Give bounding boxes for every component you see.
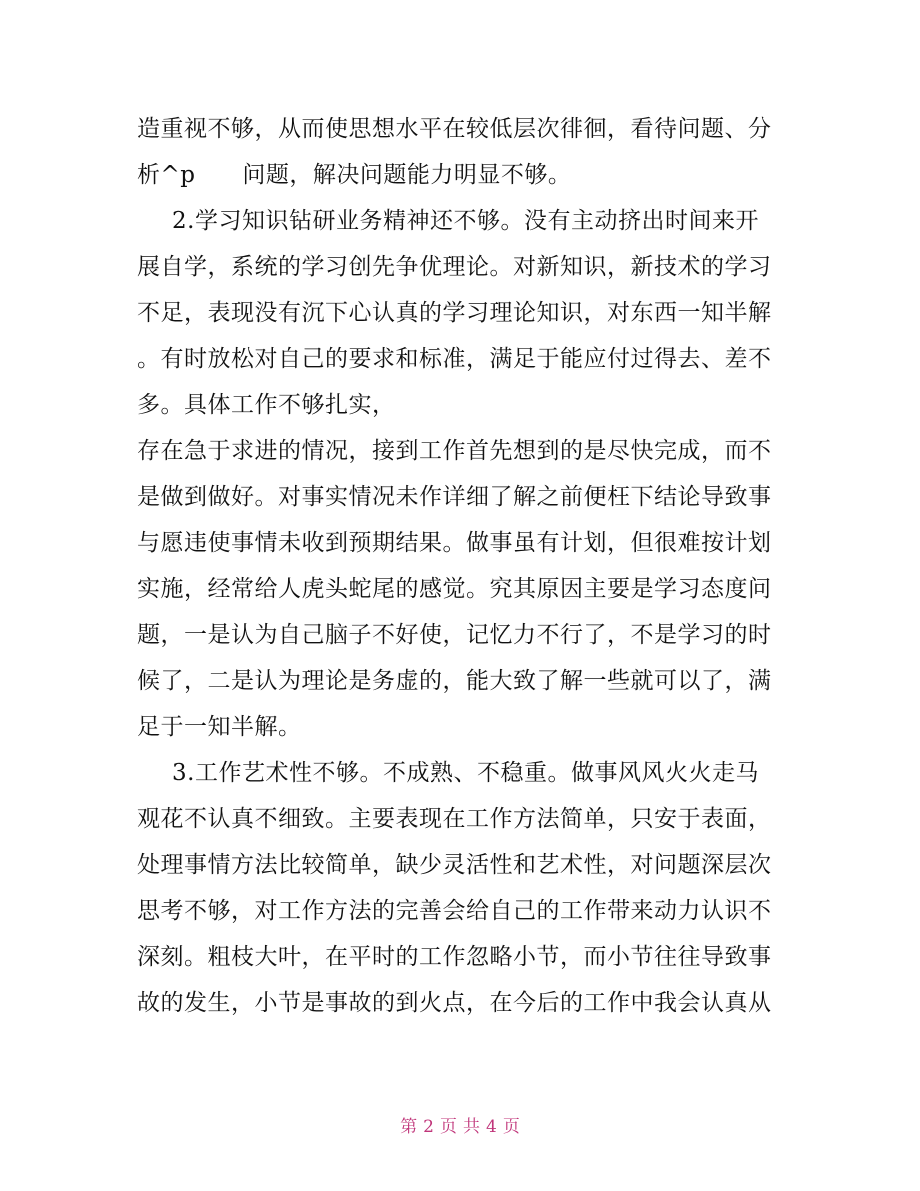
text-line: 是做到做好。对事实情况未作详细了解之前便枉下结论导致事 (137, 484, 772, 510)
text-line: 足于一知半解。 (137, 714, 302, 740)
body-text (137, 106, 787, 1026)
text-line: 思考不够，对工作方法的完善会给自己的工作带来动力认识不 (137, 898, 772, 924)
page-label-prefix: 第 (400, 1117, 418, 1137)
text-line: 处理事情方法比较简单，缺少灵活性和艺术性，对问题深层次 (137, 852, 772, 878)
text-line: 。有时放松对自己的要求和标准，满足于能应付过得去、差不 (137, 346, 772, 372)
text-line: 存在急于求进的情况，接到工作首先想到的是尽快完成，而不 (137, 438, 772, 464)
total-unit-label: 页 (502, 1117, 520, 1137)
text-line: 析^p 问题，解决问题能力明显不够。 (137, 162, 572, 188)
text-line: 题，一是认为自己脑子不好使，记忆力不行了，不是学习的时 (137, 622, 772, 648)
total-page-number: 4 (486, 1117, 497, 1137)
page-footer (0, 1112, 920, 1137)
text-line: 3.工作艺术性不够。不成熟、不稳重。做事风风火火走马 (172, 760, 759, 786)
text-line: 展自学，系统的学习创先争优理论。对新知识，新技术的学习 (137, 254, 772, 280)
current-page-number: 2 (423, 1117, 434, 1137)
text-line: 实施，经常给人虎头蛇尾的感觉。究其原因主要是学习态度问 (137, 576, 772, 602)
page-unit-label: 页 (440, 1117, 457, 1137)
text-line: 不足，表现没有沉下心认真的学习理论知识，对东西一知半解 (137, 300, 772, 326)
text-line: 深刻。粗枝大叶，在平时的工作忽略小节，而小节往往导致事 (137, 944, 772, 970)
text-line: 候了，二是认为理论是务虚的，能大致了解一些就可以了，满 (137, 668, 772, 694)
text-line: 2.学习知识钻研业务精神还不够。没有主动挤出时间来开 (172, 208, 759, 234)
total-label: 共 (463, 1117, 480, 1137)
text-line: 多。具体工作不够扎实， (137, 392, 396, 418)
text-line: 造重视不够，从而使思想水平在较低层次徘徊，看待问题、分 (137, 116, 772, 142)
text-line: 观花不认真不细致。主要表现在工作方法简单，只安于表面， (137, 806, 772, 832)
text-line: 故的发生，小节是事故的到火点，在今后的工作中我会认真从 (137, 990, 772, 1016)
text-line: 与愿违使事情未收到预期结果。做事虽有计划，但很难按计划 (137, 530, 772, 556)
